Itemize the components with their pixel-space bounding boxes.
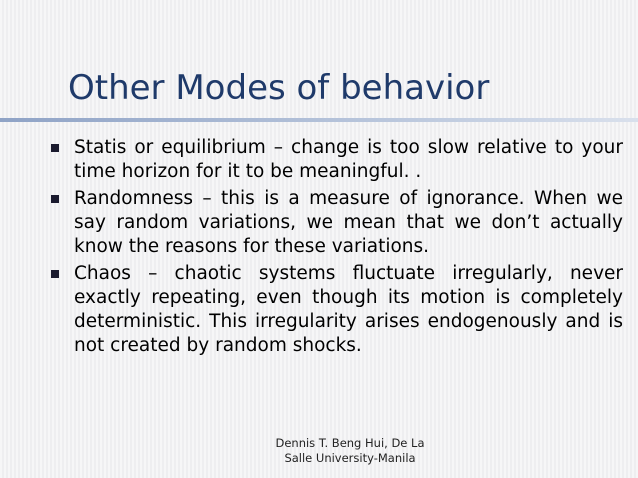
bullet-item-statis — [48, 136, 623, 184]
footer-line-1: Dennis T. Beng Hui, De La — [275, 436, 425, 450]
bullet-item-randomness — [48, 187, 623, 259]
title-underline — [0, 118, 638, 122]
bullet-text: Chaos – chaotic systems fluctuate irregularly, never exactly repeating, even though its motion is completely deterministic. This irregularity arises endogenously and is not created by random shocks. — [74, 263, 623, 356]
bullet-list — [48, 136, 623, 361]
bullet-item-chaos — [48, 262, 623, 358]
square-bullet-icon — [51, 195, 59, 203]
bullet-text: Statis or equilibrium – change is too slow relative to your time horizon for it to be meaningful. . — [74, 137, 623, 182]
square-bullet-icon — [51, 144, 59, 152]
slide-footer — [260, 436, 440, 466]
footer-line-2: Salle University-Manila — [284, 451, 416, 465]
bullet-text: Randomness – this is a measure of ignorance. When we say random variations, we mean that we don’t actually know the reasons for these variations. — [74, 188, 623, 257]
slide-title: Other Modes of behavior — [68, 68, 490, 108]
square-bullet-icon — [51, 270, 59, 278]
